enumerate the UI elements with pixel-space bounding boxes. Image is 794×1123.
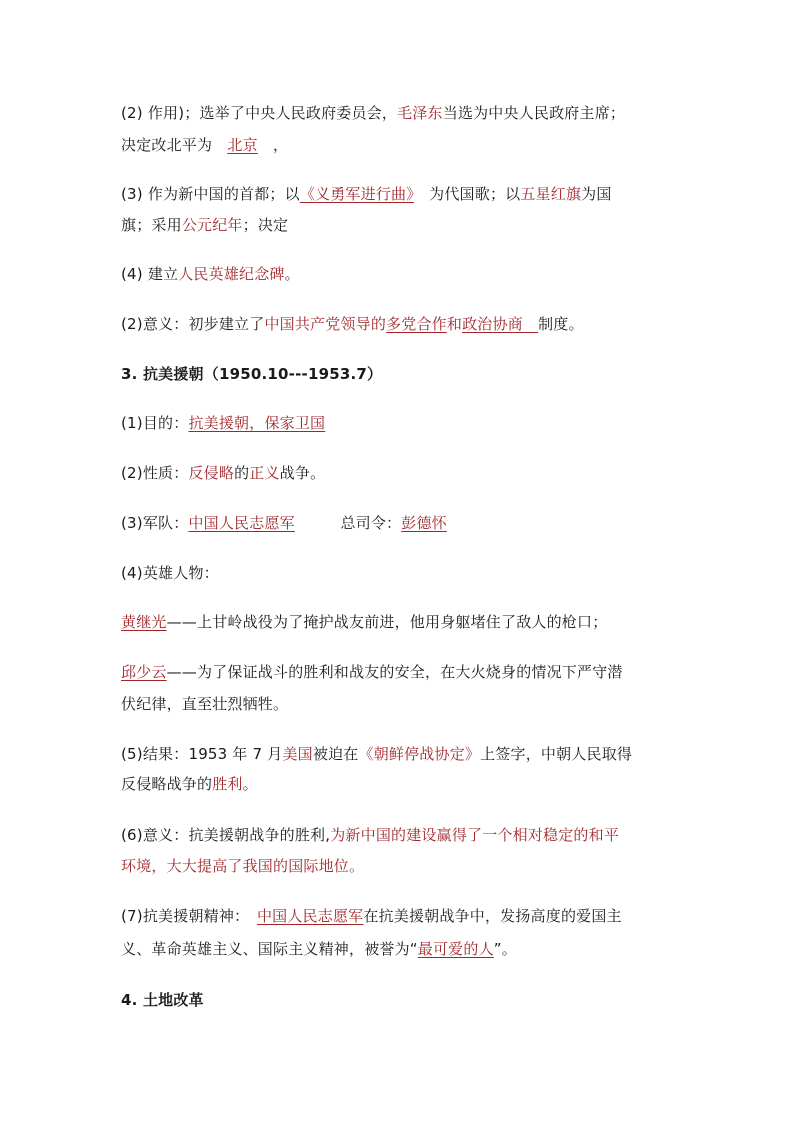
- highlighted-term: 为新中国的建设赢得了一个相对稳定的和平: [330, 826, 620, 844]
- highlighted-term: 毛泽东: [397, 104, 443, 122]
- text-line: [121, 744, 632, 764]
- text-line: [121, 184, 612, 204]
- highlighted-term: 抗美援朝，保家卫国: [188, 414, 326, 432]
- text-line: [121, 563, 219, 583]
- text-segment: (7)抗美援朝精神：: [121, 907, 257, 925]
- text-line: [121, 662, 623, 682]
- text-segment: 战争。: [279, 464, 326, 482]
- text-segment: 上签字，中朝人民取得: [480, 745, 633, 763]
- text-line: [121, 264, 300, 284]
- text-line: [121, 906, 622, 926]
- text-segment: 总司令：: [294, 514, 402, 532]
- text-segment: (1)目的：: [121, 414, 189, 432]
- text-line: [121, 215, 288, 235]
- text-segment: 义、革命英雄主义、国际主义精神，被誉为“: [121, 940, 418, 958]
- section-heading: [121, 364, 382, 384]
- text-segment: 伏纪律，直至壮烈牺牲。: [121, 695, 289, 713]
- text-segment: (5)结果：1953 年 7 月: [121, 745, 283, 763]
- highlighted-term: 《朝鲜停战协定》: [358, 745, 481, 763]
- highlighted-term: 最可爱的人: [417, 940, 494, 958]
- highlighted-term: 中国人民志愿军: [256, 907, 364, 925]
- highlighted-term: 黄继光: [121, 613, 167, 631]
- text-line: [121, 825, 619, 845]
- highlighted-term: 多党合作: [386, 315, 447, 333]
- text-segment: 3. 抗美援朝（1950.10---1953.7）: [121, 365, 383, 383]
- text-line: [121, 463, 325, 483]
- highlighted-term: 中国共产党领导的: [264, 315, 387, 333]
- highlighted-term: 《义勇军进行曲》: [299, 185, 414, 203]
- highlighted-term: 北京: [227, 136, 258, 154]
- highlighted-term: 反侵略: [188, 464, 235, 482]
- text-segment: 反侵略战争的: [121, 775, 213, 793]
- text-line: [121, 314, 584, 334]
- text-segment: 被迫在: [312, 745, 359, 763]
- text-segment: ；决定: [242, 216, 289, 234]
- highlighted-term: 和: [446, 315, 463, 333]
- text-segment: 决定改北平为: [121, 136, 228, 154]
- text-segment: (3)军队：: [121, 514, 189, 532]
- section-heading: [121, 990, 204, 1010]
- highlighted-term: 政治协商: [462, 315, 539, 333]
- text-segment: ”。: [493, 940, 517, 958]
- text-segment: (2)意义：初步建立了: [121, 315, 265, 333]
- text-line: [121, 135, 288, 155]
- text-segment: ——上甘岭战役为了掩护战友前进，他用身躯堵住了敌人的枪口；: [166, 613, 608, 631]
- highlighted-term: 彭德怀: [401, 514, 447, 532]
- text-segment: 。: [242, 775, 258, 793]
- highlighted-term: 环境，大大提高了我国的国际地位。: [121, 857, 365, 875]
- text-line: [121, 856, 364, 876]
- highlighted-term: 邱少云: [121, 663, 167, 681]
- text-line: [121, 694, 288, 714]
- text-segment: 。: [284, 265, 300, 283]
- text-segment: 制度。: [538, 315, 584, 333]
- text-line: [121, 513, 447, 533]
- text-segment: (2)性质：: [121, 464, 189, 482]
- text-segment: 旗；采用: [121, 216, 182, 234]
- highlighted-term: 人民英雄纪念碑: [178, 265, 285, 283]
- text-segment: 4. 土地改革: [121, 991, 204, 1009]
- text-segment: 在抗美援朝战争中，发扬高度的爱国主: [363, 907, 622, 925]
- text-segment: 当选为中央人民政府主席；: [442, 104, 626, 122]
- text-segment: 为代国歌；以: [413, 185, 521, 203]
- text-segment: (6)意义：抗美援朝战争的胜利,: [121, 826, 331, 844]
- text-segment: (2) 作用)；选举了中央人民政府委员会，: [121, 104, 398, 122]
- text-line: [121, 103, 625, 123]
- highlighted-term: 正义: [249, 464, 280, 482]
- text-line: [121, 612, 607, 632]
- text-line: [121, 413, 325, 433]
- text-line: [121, 939, 517, 959]
- text-segment: 的: [234, 464, 250, 482]
- text-segment: ——为了保证战斗的胜利和战友的安全，在大火烧身的情况下严守潜: [166, 663, 623, 681]
- text-segment: 为国: [581, 185, 612, 203]
- text-segment: ，: [257, 136, 289, 154]
- highlighted-term: 公元纪年: [181, 216, 243, 234]
- text-segment: (4)英雄人物：: [121, 564, 219, 582]
- text-line: [121, 774, 258, 794]
- highlighted-term: 五星红旗: [520, 185, 582, 203]
- highlighted-term: 胜利: [212, 775, 243, 793]
- text-segment: (4) 建立: [121, 265, 179, 283]
- text-segment: (3) 作为新中国的首都；以: [121, 185, 300, 203]
- highlighted-term: 美国: [282, 745, 313, 763]
- highlighted-term: 中国人民志愿军: [188, 514, 295, 532]
